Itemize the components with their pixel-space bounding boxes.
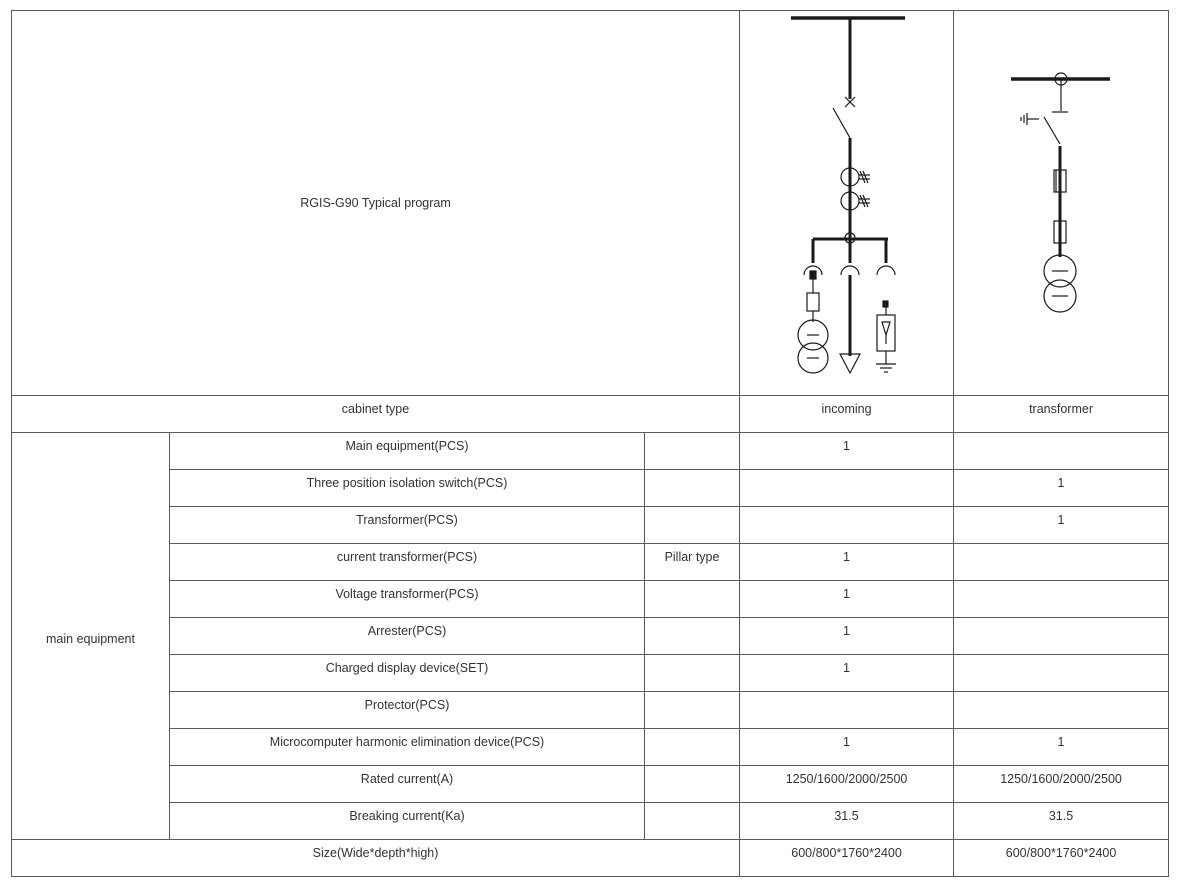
row-note: [645, 618, 740, 655]
row-incoming: 1: [740, 544, 954, 581]
table-row: [12, 692, 1169, 729]
column-incoming: incoming: [740, 396, 954, 433]
row-item: Microcomputer harmonic elimination device(PCS): [170, 729, 645, 766]
size-label: Size(Wide*depth*high): [12, 840, 740, 877]
table-row: [12, 655, 1169, 692]
row-incoming: [740, 507, 954, 544]
row-note: [645, 729, 740, 766]
row-transformer: 31.5: [954, 803, 1169, 840]
diagram-row: [12, 11, 1169, 396]
cabinet-type-label: cabinet type: [12, 396, 740, 433]
cabinet-type-row: [12, 396, 1169, 433]
column-transformer: transformer: [954, 396, 1169, 433]
size-transformer: 600/800*1760*2400: [954, 840, 1169, 877]
size-incoming: 600/800*1760*2400: [740, 840, 954, 877]
program-title: RGIS-G90 Typical program: [12, 11, 740, 396]
row-item: Main equipment(PCS): [170, 433, 645, 470]
row-incoming: 1: [740, 618, 954, 655]
transformer-single-line-diagram: [954, 11, 1168, 395]
group-label: main equipment: [12, 433, 170, 840]
row-transformer: 1250/1600/2000/2500: [954, 766, 1169, 803]
row-transformer: [954, 433, 1169, 470]
row-note: Pillar type: [645, 544, 740, 581]
table-row: [12, 507, 1169, 544]
transformer-diagram-cell: [954, 11, 1169, 396]
table-row: [12, 544, 1169, 581]
row-note: [645, 581, 740, 618]
row-transformer: [954, 655, 1169, 692]
row-note: [645, 655, 740, 692]
row-transformer: 1: [954, 470, 1169, 507]
size-row: [12, 840, 1169, 877]
row-item: Voltage transformer(PCS): [170, 581, 645, 618]
row-note: [645, 470, 740, 507]
row-item: Transformer(PCS): [170, 507, 645, 544]
row-incoming: 1: [740, 581, 954, 618]
row-transformer: 1: [954, 507, 1169, 544]
incoming-single-line-diagram: [740, 11, 953, 395]
row-transformer: [954, 581, 1169, 618]
row-incoming: [740, 692, 954, 729]
row-note: [645, 692, 740, 729]
row-item: Arrester(PCS): [170, 618, 645, 655]
row-item: current transformer(PCS): [170, 544, 645, 581]
row-item: Three position isolation switch(PCS): [170, 470, 645, 507]
row-incoming: 31.5: [740, 803, 954, 840]
row-note: [645, 507, 740, 544]
row-incoming: 1250/1600/2000/2500: [740, 766, 954, 803]
incoming-diagram-cell: [740, 11, 954, 396]
specification-table: [11, 10, 1169, 877]
row-transformer: 1: [954, 729, 1169, 766]
row-note: [645, 803, 740, 840]
row-transformer: [954, 544, 1169, 581]
table-row: [12, 618, 1169, 655]
row-note: [645, 766, 740, 803]
table-row: [12, 803, 1169, 840]
row-item: Breaking current(Ka): [170, 803, 645, 840]
row-item: Rated current(A): [170, 766, 645, 803]
table-row: [12, 766, 1169, 803]
row-incoming: 1: [740, 433, 954, 470]
table-row: [12, 433, 1169, 470]
row-transformer: [954, 618, 1169, 655]
table-row: [12, 729, 1169, 766]
row-item: Charged display device(SET): [170, 655, 645, 692]
row-incoming: [740, 470, 954, 507]
row-item: Protector(PCS): [170, 692, 645, 729]
row-transformer: [954, 692, 1169, 729]
row-incoming: 1: [740, 655, 954, 692]
table-row: [12, 470, 1169, 507]
table-row: [12, 581, 1169, 618]
row-note: [645, 433, 740, 470]
row-incoming: 1: [740, 729, 954, 766]
